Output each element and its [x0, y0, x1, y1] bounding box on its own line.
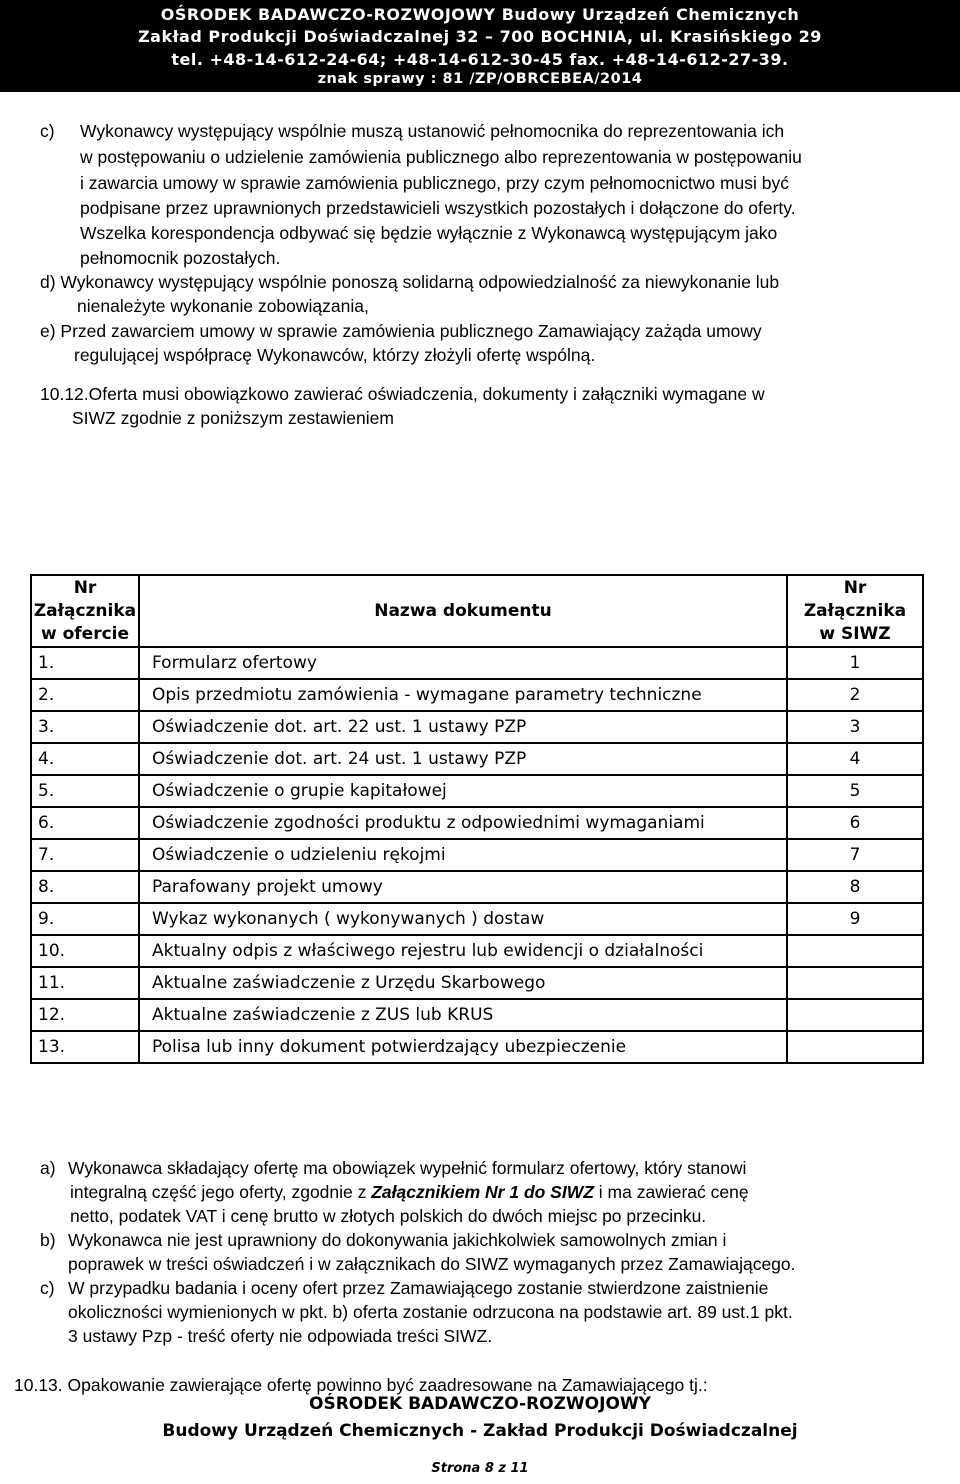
note-a-reference: Załącznikiem Nr 1 do SIWZ	[371, 1182, 594, 1202]
note-a-line: netto, podatek VAT i cenę brutto w złotych polskich do dwóch miejsc po przecinku.	[70, 1206, 707, 1226]
table-row	[31, 647, 923, 679]
page-number: Strona 8 z 11	[431, 1461, 529, 1476]
table-row	[31, 807, 923, 839]
siwz-attachment-number: 5	[787, 775, 923, 807]
table-row	[31, 999, 923, 1031]
row-number: 4.	[31, 743, 139, 775]
row-number: 5.	[31, 775, 139, 807]
documents-table	[30, 574, 924, 1064]
table-row	[31, 1031, 923, 1063]
section-c-label: c)	[40, 121, 55, 141]
table-header-row	[31, 575, 923, 647]
section-10-12-line: 10.12.Oferta musi obowiązkowo zawierać oświadczenia, dokumenty i załączniki wymagane w	[40, 384, 765, 404]
table-row	[31, 871, 923, 903]
siwz-attachment-number: 2	[787, 679, 923, 711]
document-name: Oświadczenie zgodności produktu z odpowiednimi wymaganiami	[139, 807, 787, 839]
siwz-attachment-number: 3	[787, 711, 923, 743]
section-10-12-line: SIWZ zgodnie z poniższym zestawieniem	[72, 408, 394, 428]
note-c-line: W przypadku badania i oceny ofert przez Zamawiającego zostanie stwierdzone zaistnienie	[68, 1278, 769, 1298]
table-row	[31, 711, 923, 743]
header-text: w ofercie	[40, 623, 130, 644]
table-row	[31, 967, 923, 999]
letterhead-line-2: Zakład Produkcji Doświadczalnej 32 – 700 BOCHNIA, ul. Krasińskiego 29	[138, 27, 822, 46]
letterhead-line-3: tel. +48-14-612-24-64; +48-14-612-30-45 fax. +48-14-612-27-39.	[171, 50, 789, 69]
row-number: 6.	[31, 807, 139, 839]
section-c-line: Wszelka korespondencja odbywać się będzie wyłącznie z Wykonawcą występującym jako	[80, 223, 778, 243]
note-a-label: a)	[40, 1158, 56, 1178]
row-number: 7.	[31, 839, 139, 871]
document-name: Aktualne zaświadczenie z ZUS lub KRUS	[139, 999, 787, 1031]
siwz-attachment-number	[787, 935, 923, 967]
document-name: Oświadczenie o grupie kapitałowej	[139, 775, 787, 807]
siwz-attachment-number: 7	[787, 839, 923, 871]
section-c-line: i zawarcia umowy w sprawie zamówienia publicznego, przy czym pełnomocnictwo musi być	[80, 173, 790, 193]
letterhead-line-1: OŚRODEK BADAWCZO-ROZWOJOWY Budowy Urządzeń Chemicznych	[160, 5, 800, 24]
siwz-attachment-number	[787, 1031, 923, 1063]
note-a-line	[70, 1182, 749, 1202]
col-offer-attachment-no	[31, 575, 139, 647]
document-name: Aktualny odpis z właściwego rejestru lub ewidencji o działalności	[139, 935, 787, 967]
note-c-line: 3 ustawy Pzp - treść oferty nie odpowiada treści SIWZ.	[68, 1326, 493, 1346]
table-row	[31, 775, 923, 807]
siwz-attachment-number: 8	[787, 871, 923, 903]
siwz-attachment-number	[787, 967, 923, 999]
document-name: Polisa lub inny dokument potwierdzający ubezpieczenie	[139, 1031, 787, 1063]
section-c-line: pełnomocnik pozostałych.	[80, 248, 281, 268]
note-a-text: integralną część jego oferty, zgodnie z	[70, 1182, 372, 1202]
section-c-line: podpisane przez uprawnionych przedstawicieli wszystkich pozostałych i dołączone do oferty.	[80, 198, 796, 218]
row-number: 13.	[31, 1031, 139, 1063]
row-number: 3.	[31, 711, 139, 743]
section-e-line: e) Przed zawarciem umowy w sprawie zamówienia publicznego Zamawiający zażąda umowy	[40, 321, 762, 341]
table-body	[31, 647, 923, 1063]
row-number: 1.	[31, 647, 139, 679]
row-number: 12.	[31, 999, 139, 1031]
document-name: Aktualne zaświadczenie z Urzędu Skarbowego	[139, 967, 787, 999]
table-row	[31, 935, 923, 967]
section-c-line: w postępowaniu o udzielenie zamówienia publicznego albo reprezentowania w postępowaniu	[80, 147, 802, 167]
section-c-line: Wykonawcy występujący wspólnie muszą ustanowić pełnomocnika do reprezentowania ich	[80, 121, 785, 141]
document-name: Formularz ofertowy	[139, 647, 787, 679]
row-number: 10.	[31, 935, 139, 967]
table-row	[31, 743, 923, 775]
header-text: Załącznika	[33, 600, 137, 621]
section-e-line: regulującej współpracę Wykonawców, którzy złożyli ofertę wspólną.	[74, 345, 596, 365]
document-name: Opis przedmiotu zamówienia - wymagane parametry techniczne	[139, 679, 787, 711]
siwz-attachment-number: 6	[787, 807, 923, 839]
siwz-attachment-number	[787, 999, 923, 1031]
row-number: 8.	[31, 871, 139, 903]
document-name: Parafowany projekt umowy	[139, 871, 787, 903]
row-number: 9.	[31, 903, 139, 935]
document-name: Oświadczenie dot. art. 22 ust. 1 ustawy PZP	[139, 711, 787, 743]
siwz-attachment-number: 9	[787, 903, 923, 935]
siwz-attachment-number: 1	[787, 647, 923, 679]
table-row	[31, 903, 923, 935]
note-b-line: poprawek w treści oświadczeń i w załącznikach do SIWZ wymaganych przez Zamawiającego.	[68, 1254, 796, 1274]
document-name: Oświadczenie dot. art. 24 ust. 1 ustawy PZP	[139, 743, 787, 775]
header-text: Nazwa dokumentu	[374, 600, 552, 621]
header-text: w SIWZ	[819, 623, 891, 644]
letterhead	[0, 0, 960, 92]
siwz-attachment-number: 4	[787, 743, 923, 775]
header-text: Nr	[843, 577, 867, 598]
row-number: 2.	[31, 679, 139, 711]
note-a-text: i ma zawierać cenę	[593, 1182, 749, 1202]
note-c-label: c)	[40, 1278, 55, 1298]
row-number: 11.	[31, 967, 139, 999]
document-name: Oświadczenie o udzieleniu rękojmi	[139, 839, 787, 871]
address-line-2: Budowy Urządzeń Chemicznych - Zakład Produkcji Doświadczalnej	[162, 1421, 798, 1441]
section-d-line: d) Wykonawcy występujący wspólnie ponoszą solidarną odpowiedzialność za niewykonanie lub	[40, 272, 780, 292]
table-row	[31, 839, 923, 871]
document-name: Wykaz wykonanych ( wykonywanych ) dostaw	[139, 903, 787, 935]
case-number: znak sprawy : 81 /ZP/OBRCEBEA/2014	[317, 71, 643, 87]
header-text: Nr	[73, 577, 97, 598]
section-10-13: 10.13. Opakowanie zawierające ofertę powinno być zaadresowane na Zamawiającego tj.:	[14, 1375, 708, 1395]
header-text: Załącznika	[803, 600, 907, 621]
note-b-line: Wykonawca nie jest uprawniony do dokonywania jakichkolwiek samowolnych zmian i	[68, 1230, 727, 1250]
note-b-label: b)	[40, 1230, 56, 1250]
address-line-1: OŚRODEK BADAWCZO-ROZWOJOWY	[309, 1394, 651, 1414]
col-siwz-attachment-no	[787, 575, 923, 647]
col-document-name	[139, 575, 787, 647]
note-a-line: Wykonawca składający ofertę ma obowiązek wypełnić formularz ofertowy, który stanowi	[68, 1158, 747, 1178]
note-c-line: okoliczności wymienionych w pkt. b) oferta zostanie odrzucona na podstawie art. 89 ust.1 pkt.	[68, 1302, 793, 1322]
section-d-line: nienależyte wykonanie zobowiązania,	[77, 296, 369, 316]
table-row	[31, 679, 923, 711]
